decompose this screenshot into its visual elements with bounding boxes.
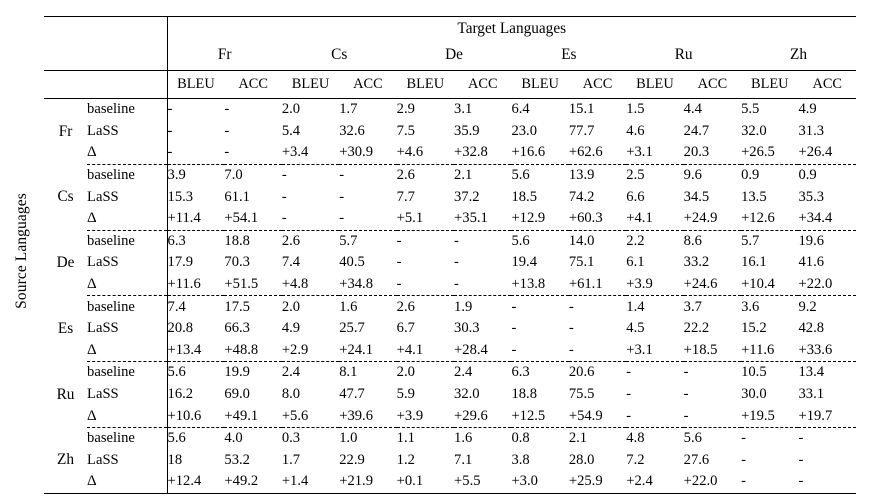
metric-header-bleu-10: BLEU: [750, 76, 789, 92]
cell-de-zh-acc: +22.0: [798, 276, 833, 293]
system-label-lass: LaSS: [87, 451, 119, 468]
cell-cs-cs-bleu: -: [281, 167, 287, 184]
cell-de-fr-bleu: +11.6: [167, 274, 224, 296]
cell-fr-zh-acc: +26.4: [798, 144, 833, 161]
cell-fr-de-bleu: 7.5: [396, 122, 415, 139]
cell-fr-cs-acc: 1.7: [339, 101, 358, 118]
system-label-delta: Δ: [87, 341, 97, 358]
cell-fr-es-bleu: 6.4: [511, 101, 530, 118]
cell-ru-fr-acc: 19.9: [224, 364, 250, 381]
results-table-container: [44, 16, 856, 494]
cell-zh-ru-bleu: 4.8: [626, 430, 645, 447]
cell-es-zh-bleu: 3.6: [741, 298, 760, 315]
header-corner-blank: [44, 71, 167, 99]
table-row: [44, 471, 856, 493]
rule-line: [44, 493, 856, 494]
cell-zh-cs-bleu: 0.3: [281, 430, 301, 447]
cell-ru-zh-acc: 33.1: [798, 386, 825, 403]
system-label-lass: LaSS: [87, 188, 119, 205]
cell-ru-ru-bleu: -: [626, 407, 632, 424]
cell-zh-de-acc: +5.5: [454, 473, 481, 490]
cell-cs-cs-bleu: -: [281, 188, 287, 205]
cell-de-de-bleu: -: [396, 232, 402, 249]
cell-ru-zh-bleu: 10.5: [741, 364, 767, 381]
cell-ru-zh-bleu: +19.5: [741, 407, 775, 424]
cell-ru-de-acc: +29.6: [454, 407, 488, 424]
cell-es-cs-bleu: +2.9: [281, 341, 309, 358]
table-row: [44, 405, 856, 427]
metric-header-acc-7: ACC: [582, 76, 613, 92]
cell-cs-cs-acc: -: [339, 188, 345, 205]
cell-cs-fr-bleu: +11.4: [167, 208, 224, 230]
cell-ru-cs-bleu: +5.6: [281, 407, 309, 424]
cell-es-cs-acc: 1.6: [339, 298, 358, 315]
cell-cs-fr-acc: 61.1: [224, 188, 250, 205]
source-languages-axis-label-text: Source Languages: [13, 193, 30, 309]
system-label-delta: Δ: [87, 276, 97, 293]
results-table: [44, 16, 856, 494]
cell-de-zh-bleu: 5.7: [741, 232, 760, 249]
cell-fr-es-acc: 15.1: [568, 101, 595, 118]
cell-fr-es-bleu: +16.6: [511, 144, 546, 161]
cell-es-es-acc: -: [568, 320, 574, 337]
cell-fr-de-acc: 3.1: [454, 101, 473, 118]
cell-es-fr-bleu: 20.8: [167, 318, 224, 340]
cell-ru-es-bleu: 6.3: [511, 364, 530, 381]
cell-ru-fr-acc: 69.0: [224, 386, 250, 403]
table-row: [44, 252, 856, 274]
table-row: [44, 362, 856, 384]
cell-es-es-acc: -: [568, 298, 574, 315]
metric-header-acc-9: ACC: [697, 76, 728, 92]
table-row: [44, 428, 856, 450]
cell-zh-zh-bleu: -: [741, 473, 746, 490]
table-row: [44, 450, 856, 472]
cell-ru-cs-bleu: 8.0: [281, 386, 301, 403]
cell-es-de-bleu: 6.7: [396, 320, 415, 337]
cell-es-zh-acc: 9.2: [798, 298, 817, 315]
system-label-baseline: baseline: [87, 364, 135, 381]
target-language-names-row: [44, 40, 856, 71]
cell-es-cs-bleu: 4.9: [281, 320, 301, 337]
cell-es-fr-acc: +48.8: [224, 341, 259, 358]
table-row: [44, 165, 856, 187]
cell-cs-zh-bleu: 0.9: [741, 167, 760, 184]
cell-es-cs-acc: +24.1: [339, 341, 374, 358]
cell-es-es-bleu: -: [511, 298, 517, 315]
cell-cs-cs-acc: -: [339, 210, 345, 227]
system-label-delta: Δ: [87, 210, 97, 227]
cell-cs-es-acc: 13.9: [568, 167, 595, 184]
cell-ru-de-bleu: +3.9: [396, 407, 424, 424]
cell-de-fr-acc: +51.5: [224, 276, 259, 293]
cell-zh-zh-acc: -: [798, 430, 804, 447]
cell-zh-cs-acc: +21.9: [339, 473, 374, 490]
cell-es-ru-bleu: +3.1: [626, 341, 653, 358]
cell-de-zh-acc: 41.6: [798, 254, 825, 271]
cell-cs-zh-bleu: 13.5: [741, 188, 767, 205]
metric-header-bleu-0: BLEU: [167, 71, 224, 99]
cell-ru-de-acc: 2.4: [454, 364, 473, 381]
cell-es-cs-bleu: 2.0: [281, 298, 301, 315]
cell-ru-es-acc: +54.9: [568, 407, 603, 424]
cell-fr-zh-bleu: 32.0: [741, 122, 767, 139]
cell-fr-es-bleu: 23.0: [511, 122, 537, 139]
metric-header-acc-1: ACC: [238, 76, 268, 92]
cell-de-fr-bleu: 17.9: [167, 252, 224, 274]
table-row: [44, 340, 856, 362]
cell-fr-fr-acc: -: [224, 101, 230, 118]
cell-zh-cs-acc: 1.0: [339, 430, 358, 447]
cell-cs-zh-acc: 35.3: [798, 188, 825, 205]
cell-cs-fr-bleu: 15.3: [167, 186, 224, 208]
cell-zh-es-bleu: 3.8: [511, 451, 530, 468]
cell-de-ru-acc: +24.6: [683, 276, 718, 293]
cell-zh-cs-bleu: +1.4: [281, 473, 309, 490]
cell-ru-ru-bleu: -: [626, 364, 632, 381]
cell-fr-fr-acc: -: [224, 144, 230, 161]
cell-ru-fr-acc: +49.1: [224, 407, 259, 424]
table-row: [44, 99, 856, 121]
cell-zh-fr-acc: 4.0: [224, 430, 243, 447]
target-languages-axis-label: Target Languages: [167, 17, 856, 40]
cell-fr-cs-bleu: 5.4: [281, 122, 301, 139]
system-label-lass: LaSS: [87, 320, 119, 337]
cell-fr-zh-bleu: 5.5: [741, 101, 760, 118]
cell-zh-zh-acc: -: [798, 473, 804, 490]
source-language-label-de: De: [56, 254, 75, 272]
cell-de-de-bleu: -: [396, 276, 402, 293]
system-label-lass: LaSS: [87, 254, 119, 271]
results-table-body: [44, 17, 856, 494]
cell-cs-es-bleu: 18.5: [511, 188, 537, 205]
cell-de-zh-bleu: +10.4: [741, 276, 775, 293]
header-corner-blank: [44, 17, 167, 40]
cell-fr-ru-bleu: +3.1: [626, 144, 653, 161]
cell-de-cs-bleu: +4.8: [281, 276, 309, 293]
cell-ru-de-bleu: 5.9: [396, 386, 415, 403]
cell-fr-es-acc: 77.7: [568, 122, 595, 139]
cell-es-de-acc: 30.3: [454, 320, 480, 337]
metric-header-acc-11: ACC: [812, 76, 843, 92]
cell-de-cs-bleu: 2.6: [281, 232, 301, 249]
metric-header-row: [44, 71, 856, 99]
cell-ru-fr-bleu: +10.6: [167, 405, 224, 427]
cell-cs-ru-acc: 9.6: [683, 167, 702, 184]
cell-de-ru-bleu: +3.9: [626, 276, 653, 293]
table-row: [44, 121, 856, 143]
cell-ru-ru-acc: -: [683, 386, 689, 403]
cell-ru-es-bleu: 18.8: [511, 386, 537, 403]
cell-zh-ru-acc: 27.6: [683, 451, 710, 468]
cell-es-es-bleu: -: [511, 320, 517, 337]
cell-cs-cs-bleu: -: [281, 210, 287, 227]
target-language-header-es: Es: [561, 46, 577, 63]
cell-fr-de-bleu: +4.6: [396, 144, 424, 161]
cell-fr-de-acc: 35.9: [454, 122, 480, 139]
cell-de-es-bleu: 19.4: [511, 254, 537, 271]
cell-zh-es-bleu: 0.8: [511, 430, 530, 447]
cell-zh-de-bleu: 1.1: [396, 430, 415, 447]
metric-header-bleu-2: BLEU: [291, 76, 330, 92]
system-label-baseline: baseline: [87, 430, 135, 447]
cell-es-ru-bleu: 1.4: [626, 298, 645, 315]
table-row: [44, 208, 856, 230]
cell-zh-zh-bleu: -: [741, 430, 746, 447]
cell-zh-es-acc: +25.9: [568, 473, 603, 490]
cell-fr-ru-acc: 24.7: [683, 122, 710, 139]
source-language-label-es: Es: [57, 319, 74, 337]
cell-cs-zh-acc: 0.9: [798, 167, 817, 184]
cell-de-de-acc: -: [454, 232, 459, 249]
cell-ru-cs-acc: +39.6: [339, 407, 374, 424]
target-language-header-de: De: [445, 46, 463, 63]
cell-zh-de-bleu: 1.2: [396, 451, 415, 468]
cell-zh-zh-acc: -: [798, 451, 804, 468]
system-label-baseline: baseline: [87, 167, 135, 184]
cell-es-zh-acc: 42.8: [798, 320, 825, 337]
cell-fr-cs-bleu: 2.0: [281, 101, 301, 118]
cell-cs-de-bleu: 7.7: [396, 188, 415, 205]
cell-cs-es-acc: +60.3: [568, 210, 603, 227]
cell-ru-de-bleu: 2.0: [396, 364, 415, 381]
cell-zh-es-acc: 2.1: [568, 430, 588, 447]
cell-cs-fr-acc: +54.1: [224, 210, 259, 227]
cell-es-fr-bleu: 7.4: [167, 296, 224, 318]
table-row: [44, 384, 856, 406]
cell-es-de-bleu: 2.6: [396, 298, 415, 315]
cell-es-de-bleu: +4.1: [396, 341, 424, 358]
cell-de-fr-acc: 70.3: [224, 254, 250, 271]
cell-ru-fr-bleu: 5.6: [167, 362, 224, 384]
cell-de-cs-acc: 40.5: [339, 254, 365, 271]
cell-cs-de-acc: 37.2: [454, 188, 480, 205]
cell-zh-ru-bleu: 7.2: [626, 451, 645, 468]
cell-zh-de-acc: 1.6: [454, 430, 473, 447]
target-language-header-fr: Fr: [167, 40, 282, 71]
metric-header-bleu-4: BLEU: [406, 76, 445, 92]
cell-cs-ru-bleu: 2.5: [626, 167, 645, 184]
source-language-label-cs: Cs: [57, 188, 74, 206]
cell-ru-cs-bleu: 2.4: [281, 364, 301, 381]
cell-de-es-acc: +61.1: [568, 276, 603, 293]
cell-fr-ru-acc: 4.4: [683, 101, 702, 118]
cell-fr-cs-bleu: +3.4: [281, 144, 309, 161]
cell-zh-es-acc: 28.0: [568, 451, 595, 468]
cell-zh-fr-bleu: 5.6: [167, 428, 224, 450]
cell-zh-ru-acc: +22.0: [683, 473, 718, 490]
cell-cs-fr-bleu: 3.9: [167, 165, 224, 187]
cell-es-zh-acc: +33.6: [798, 341, 833, 358]
cell-de-es-acc: 14.0: [568, 232, 595, 249]
cell-cs-zh-bleu: +12.6: [741, 210, 775, 227]
cell-zh-es-bleu: +3.0: [511, 473, 538, 490]
cell-fr-de-bleu: 2.9: [396, 101, 415, 118]
cell-cs-ru-acc: +24.9: [683, 210, 718, 227]
cell-fr-ru-bleu: 4.6: [626, 122, 645, 139]
cell-de-es-bleu: +13.8: [511, 276, 546, 293]
cell-de-cs-acc: +34.8: [339, 276, 374, 293]
metric-header-bleu-8: BLEU: [636, 76, 674, 92]
cell-fr-de-acc: +32.8: [454, 144, 488, 161]
cell-fr-cs-acc: 32.6: [339, 122, 365, 139]
cell-de-de-acc: -: [454, 254, 459, 271]
cell-fr-zh-bleu: +26.5: [741, 144, 775, 161]
cell-zh-cs-acc: 22.9: [339, 451, 365, 468]
target-language-header-cs: Cs: [331, 46, 348, 63]
cell-cs-es-acc: 74.2: [568, 188, 595, 205]
metric-header-acc-3: ACC: [353, 76, 383, 92]
table-row: [44, 318, 856, 340]
system-label-delta: Δ: [87, 473, 97, 490]
cell-es-cs-acc: 25.7: [339, 320, 365, 337]
system-label-lass: LaSS: [87, 386, 119, 403]
cell-ru-es-acc: 75.5: [568, 386, 595, 403]
cell-es-ru-bleu: 4.5: [626, 320, 645, 337]
cell-es-de-acc: +28.4: [454, 341, 488, 358]
table-row: [44, 231, 856, 253]
cell-cs-ru-bleu: +4.1: [626, 210, 653, 227]
cell-de-fr-acc: 18.8: [224, 232, 250, 249]
cell-es-de-acc: 1.9: [454, 298, 473, 315]
system-label-lass: LaSS: [87, 122, 119, 139]
cell-es-es-acc: -: [568, 341, 574, 358]
cell-cs-es-bleu: +12.9: [511, 210, 546, 227]
cell-cs-es-bleu: 5.6: [511, 167, 530, 184]
source-language-label-ru: Ru: [56, 385, 75, 403]
cell-fr-ru-acc: 20.3: [683, 144, 710, 161]
cell-zh-fr-acc: +49.2: [224, 473, 259, 490]
cell-es-ru-acc: 22.2: [683, 320, 710, 337]
cell-ru-cs-acc: 47.7: [339, 386, 365, 403]
cell-fr-cs-acc: +30.9: [339, 144, 374, 161]
system-label-delta: Δ: [87, 407, 97, 424]
table-bottom-rule: [44, 493, 856, 494]
cell-ru-ru-acc: -: [683, 364, 689, 381]
cell-de-ru-acc: 8.6: [683, 232, 702, 249]
cell-zh-fr-acc: 53.2: [224, 451, 250, 468]
cell-ru-ru-bleu: -: [626, 386, 632, 403]
cell-de-zh-bleu: 16.1: [741, 254, 767, 271]
cell-de-de-acc: -: [454, 276, 459, 293]
cell-ru-fr-bleu: 16.2: [167, 384, 224, 406]
cell-de-fr-bleu: 6.3: [167, 231, 224, 253]
cell-zh-fr-bleu: +12.4: [167, 471, 224, 493]
cell-zh-de-acc: 7.1: [454, 451, 473, 468]
cell-es-zh-bleu: 15.2: [741, 320, 767, 337]
cell-es-es-bleu: -: [511, 341, 517, 358]
cell-ru-ru-acc: -: [683, 407, 689, 424]
cell-fr-fr-bleu: -: [167, 99, 224, 121]
cell-ru-zh-acc: +19.7: [798, 407, 833, 424]
target-languages-header-row: [44, 17, 856, 40]
cell-de-ru-bleu: 6.1: [626, 254, 645, 271]
cell-cs-de-acc: 2.1: [454, 167, 473, 184]
target-language-header-zh: Zh: [790, 46, 808, 63]
cell-zh-fr-bleu: 18: [167, 450, 224, 472]
cell-es-ru-acc: +18.5: [683, 341, 718, 358]
system-label-baseline: baseline: [87, 232, 135, 249]
table-row: [44, 186, 856, 208]
cell-de-cs-bleu: 7.4: [281, 254, 301, 271]
cell-cs-cs-acc: -: [339, 167, 345, 184]
table-row: [44, 142, 856, 164]
cell-de-cs-acc: 5.7: [339, 232, 358, 249]
cell-zh-cs-bleu: 1.7: [281, 451, 301, 468]
cell-de-de-bleu: -: [396, 254, 402, 271]
cell-es-fr-acc: 66.3: [224, 320, 250, 337]
source-language-label-zh: Zh: [57, 451, 75, 469]
source-languages-axis-label: [0, 0, 44, 502]
cell-de-es-acc: 75.1: [568, 254, 595, 271]
cell-fr-zh-acc: 31.3: [798, 122, 825, 139]
cell-es-ru-acc: 3.7: [683, 298, 702, 315]
cell-de-ru-acc: 33.2: [683, 254, 710, 271]
target-language-header-ru: Ru: [674, 46, 693, 63]
cell-es-zh-bleu: +11.6: [741, 341, 775, 358]
metric-header-acc-5: ACC: [467, 76, 498, 92]
cell-cs-de-acc: +35.1: [454, 210, 488, 227]
source-language-label-fr: Fr: [58, 122, 73, 140]
cell-ru-zh-bleu: 30.0: [741, 386, 767, 403]
system-label-baseline: baseline: [87, 101, 135, 118]
cell-es-fr-acc: 17.5: [224, 298, 250, 315]
cell-zh-ru-acc: 5.6: [683, 430, 702, 447]
cell-cs-ru-acc: 34.5: [683, 188, 710, 205]
cell-ru-de-acc: 32.0: [454, 386, 480, 403]
cell-cs-ru-bleu: 6.6: [626, 188, 645, 205]
cell-de-es-bleu: 5.6: [511, 232, 530, 249]
cell-fr-es-acc: +62.6: [568, 144, 603, 161]
cell-ru-zh-acc: 13.4: [798, 364, 825, 381]
system-label-baseline: baseline: [87, 298, 135, 315]
cell-cs-zh-acc: +34.4: [798, 210, 833, 227]
cell-zh-de-bleu: +0.1: [396, 473, 424, 490]
cell-ru-es-bleu: +12.5: [511, 407, 546, 424]
system-label-delta: Δ: [87, 144, 97, 161]
metric-header-bleu-6: BLEU: [521, 76, 559, 92]
cell-cs-de-bleu: 2.6: [396, 167, 415, 184]
table-row: [44, 296, 856, 318]
table-row: [44, 274, 856, 296]
cell-ru-cs-acc: 8.1: [339, 364, 358, 381]
cell-es-fr-bleu: +13.4: [167, 340, 224, 362]
cell-fr-fr-acc: -: [224, 122, 230, 139]
header-corner-blank: [44, 40, 167, 71]
cell-zh-ru-bleu: +2.4: [626, 473, 653, 490]
cell-cs-fr-acc: 7.0: [224, 167, 243, 184]
cell-ru-es-acc: 20.6: [568, 364, 595, 381]
cell-fr-fr-bleu: -: [167, 121, 224, 143]
cell-fr-fr-bleu: -: [167, 142, 224, 164]
cell-fr-ru-bleu: 1.5: [626, 101, 645, 118]
cell-de-zh-acc: 19.6: [798, 232, 825, 249]
cell-zh-zh-bleu: -: [741, 451, 746, 468]
cell-fr-zh-acc: 4.9: [798, 101, 817, 118]
cell-cs-de-bleu: +5.1: [396, 210, 424, 227]
cell-de-ru-bleu: 2.2: [626, 232, 645, 249]
